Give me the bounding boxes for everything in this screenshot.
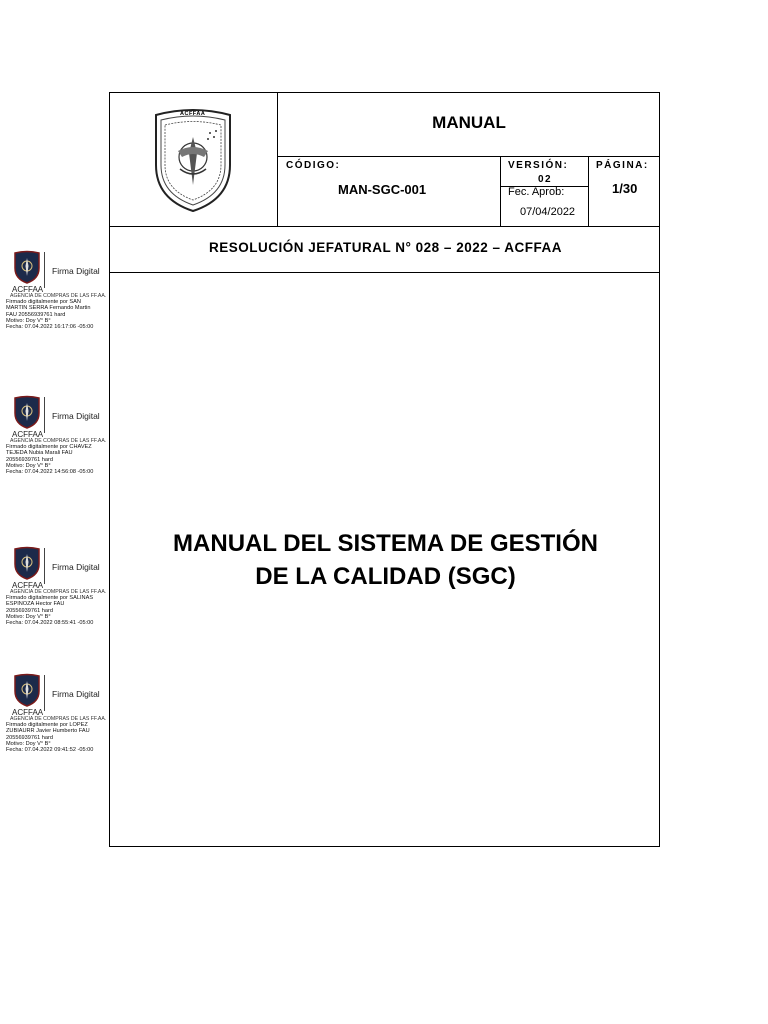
signature-details [6, 299, 116, 330]
acffaa-mini-shield-icon [12, 546, 42, 580]
stamp-separator [44, 675, 45, 711]
acffaa-mini-shield-icon [12, 673, 42, 707]
doc-type-title: MANUAL [432, 113, 506, 132]
signature-line: Firmado digitalmente por SALINAS [6, 595, 94, 601]
codigo-label: CÓDIGO: [286, 160, 341, 171]
stamp-acffaa: ACFFAA [12, 285, 44, 294]
signature-line: FAU 20556939761 hard [6, 311, 66, 318]
signature-line: 20556939761 hard [6, 607, 53, 614]
signature-line: ZUBIAURR Javier Humberto FAU [6, 728, 90, 735]
signature-line: Fecha: 07.04.2022 09:41:52 -05:00 [6, 747, 94, 754]
document-page-frame [109, 92, 660, 847]
main-title-line-1: MANUAL DEL SISTEMA DE GESTIÓN [173, 530, 598, 557]
version-label: VERSIÓN: [508, 160, 569, 171]
firma-digital-label: Firma Digital [52, 411, 100, 421]
signature-line: Fecha: 07.04.2022 08:55:41 -05:00 [6, 620, 94, 627]
stamp-acffaa: ACFFAA [12, 708, 44, 717]
firma-digital-label: Firma Digital [52, 562, 100, 572]
resolution-line: RESOLUCIÓN JEFATURAL N° 028 – 2022 – ACFFAA [209, 240, 562, 255]
resolution-bottom-divider [110, 272, 659, 273]
version-value: 02 [538, 174, 553, 185]
acffaa-mini-shield-icon [12, 395, 42, 429]
stamp-separator [44, 548, 45, 584]
stamp-agency: AGENCIA DE COMPRAS DE LAS FF.AA. [10, 589, 107, 595]
signature-line: 20556939761 hard [6, 456, 53, 463]
stamp-acffaa: ACFFAA [12, 581, 44, 590]
stamp-separator [44, 252, 45, 288]
firma-digital-label: Firma Digital [52, 689, 100, 699]
signature-details [6, 444, 116, 475]
title-row-divider [277, 156, 659, 157]
signature-line: Firmado digitalmente por SAN [6, 299, 81, 305]
signature-line: Motivo: Doy V° B° [6, 740, 51, 747]
fec-aprob-value: 07/04/2022 [520, 206, 576, 218]
pagina-value: 1/30 [612, 181, 638, 196]
signature-line: Motivo: Doy V° B° [6, 317, 51, 324]
page-divider [588, 156, 589, 226]
version-divider [500, 156, 501, 226]
signature-line: MARTIN SERRA Fernando Martin [6, 305, 91, 312]
signature-line: Fecha: 07.04.2022 16:17:06 -05:00 [6, 324, 94, 331]
acffaa-mini-shield-icon [12, 250, 42, 284]
signature-line: 20556939761 hard [6, 734, 53, 741]
signature-details [6, 722, 116, 753]
logo-caption: ACFFAA [180, 111, 206, 117]
stamp-acffaa: ACFFAA [12, 430, 44, 439]
signature-line: Firmado digitalmente por LOPEZ [6, 722, 88, 728]
signature-line: ESPINOZA Hector FAU [6, 601, 65, 608]
main-title [110, 527, 661, 593]
pagina-label: PÁGINA: [596, 160, 649, 171]
signature-line: Firmado digitalmente por CHAVEZ [6, 444, 92, 450]
signature-line: Fecha: 07.04.2022 14:56:08 -05:00 [6, 469, 94, 476]
signature-details [6, 595, 116, 626]
signature-line: TEJEDA Nubia Marali FAU [6, 450, 73, 457]
signature-line: Motivo: Doy V° B° [6, 462, 51, 469]
stamp-agency: AGENCIA DE COMPRAS DE LAS FF.AA. [10, 716, 107, 722]
firma-digital-label: Firma Digital [52, 266, 100, 276]
main-title-line-2: DE LA CALIDAD (SGC) [255, 563, 516, 590]
stamp-agency: AGENCIA DE COMPRAS DE LAS FF.AA. [10, 438, 107, 444]
codigo-value: MAN-SGC-001 [338, 182, 427, 197]
signature-line: Motivo: Doy V° B° [6, 613, 51, 620]
acffaa-shield-logo [150, 107, 236, 213]
header-bottom-divider [110, 226, 659, 227]
fec-aprob-label: Fec. Aprob: [508, 186, 565, 198]
stamp-separator [44, 397, 45, 433]
stamp-agency: AGENCIA DE COMPRAS DE LAS FF.AA. [10, 293, 107, 299]
